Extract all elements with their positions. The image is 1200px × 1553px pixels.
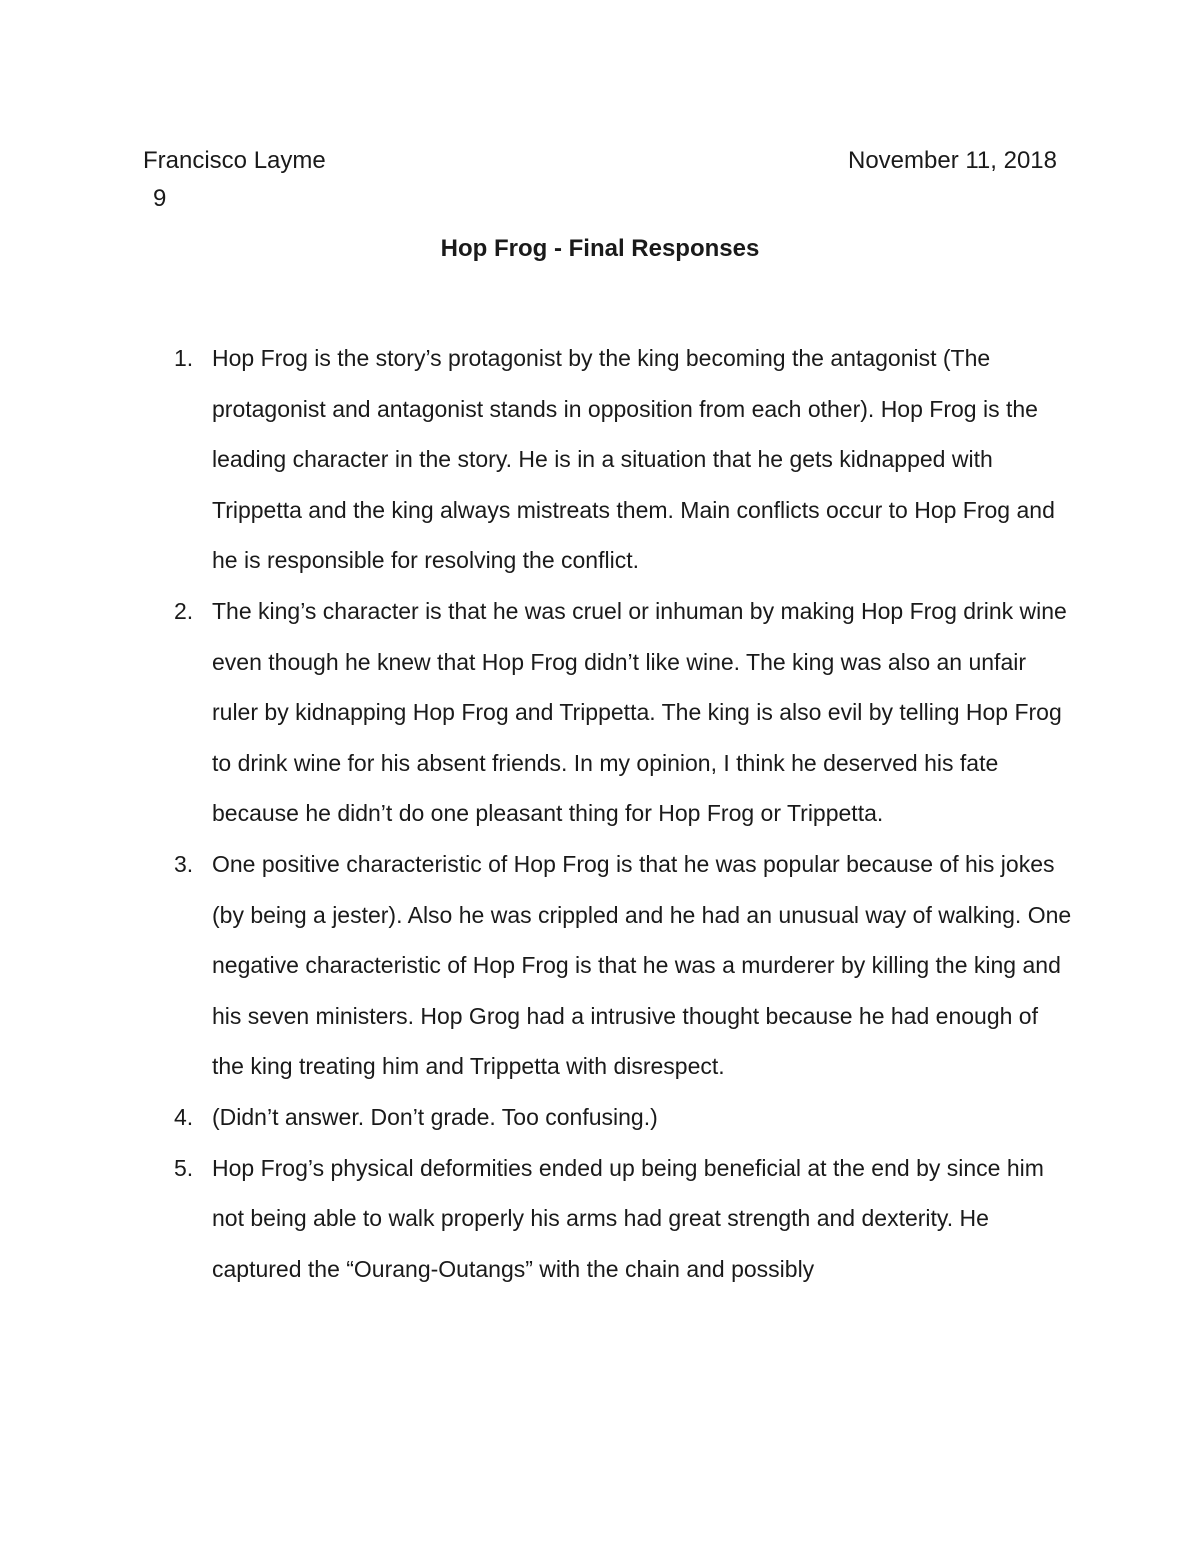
- response-item: [0, 839, 1072, 1092]
- document-title: Hop Frog - Final Responses: [440, 235, 760, 262]
- response-item: [0, 586, 1072, 839]
- response-item: [0, 1092, 1072, 1143]
- class-period: 9: [153, 185, 167, 212]
- response-number: 5.: [174, 1154, 194, 1181]
- response-number: 1.: [174, 345, 194, 371]
- response-item: [0, 1143, 1072, 1295]
- response-number: 3.: [174, 850, 194, 877]
- response-number: 2.: [174, 597, 194, 624]
- response-number: 4.: [174, 1103, 194, 1130]
- response-text: Hop Frog is the story’s protagonist by the king becoming the antagonist (The protagonist and antagonist stands in opposition from each other). Hop Frog is the leading character in the story. He is in a situation that he gets kidnapped with Trippetta and the king always mistreats them. Main conflicts occur to Hop Frog and he is responsible for resolving the conflict.: [212, 345, 1055, 574]
- author-name: Francisco Layme: [143, 147, 326, 174]
- responses-list: [0, 333, 1072, 1294]
- response-text: Hop Frog’s physical deformities ended up being beneficial at the end by since him not being able to walk properly his arms had great strength and dexterity. He captured the “Ourang-Outangs” with the chain and possibly: [212, 1154, 1044, 1282]
- response-text: The king’s character is that he was cruel or inhuman by making Hop Frog drink wine even though he knew that Hop Frog didn’t like wine. The king was also an unfair ruler by kidnapping Hop Frog and Trippetta. The king is also evil by telling Hop Frog to drink wine for his absent friends. In my opinion, I think he deserved his fate because he didn’t do one pleasant thing for Hop Frog or Trippetta.: [212, 597, 1067, 827]
- document-date: November 11, 2018: [847, 147, 1057, 174]
- response-text: One positive characteristic of Hop Frog is that he was popular because of his jokes (by being a jester). Also he was crippled and he had an unusual way of walking. One negative characteristic of Hop Frog is that he was a murderer by killing the king and his seven ministers. Hop Grog had a intrusive thought because he had enough of the king treating him and Trippetta with disrespect.: [212, 850, 1072, 1080]
- response-item: [0, 333, 1072, 586]
- response-text: (Didn’t answer. Don’t grade. Too confusing.): [212, 1103, 658, 1130]
